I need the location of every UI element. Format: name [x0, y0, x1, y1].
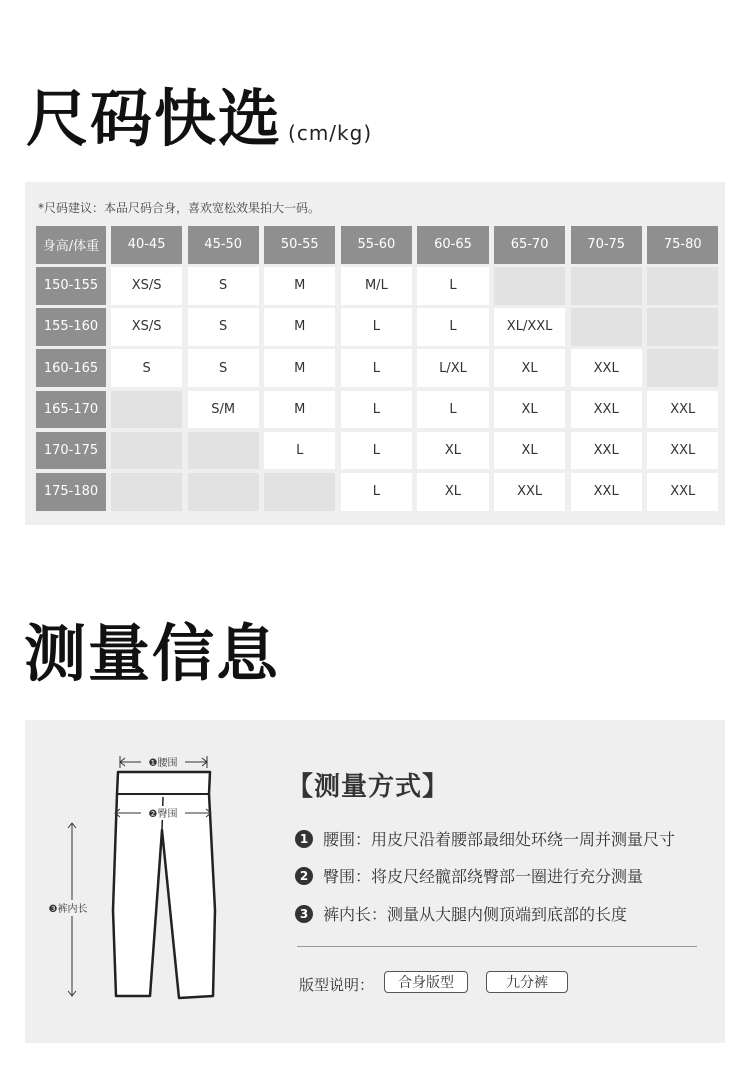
measure-item-text: 臀围：将皮尺经髋部绕臀部一圈进行充分测量 [323, 867, 644, 886]
size-cell: L [341, 391, 412, 429]
size-cell: L [341, 349, 412, 387]
number-1-badge: 1 [295, 830, 313, 848]
size-cell: XL [494, 432, 565, 470]
empty-cell [571, 267, 642, 305]
weight-header: 70-75 [571, 226, 642, 264]
height-header: 165-170 [36, 391, 106, 429]
size-cell: XS/S [111, 308, 182, 346]
size-cell: S [188, 308, 259, 346]
size-cell: L [417, 391, 488, 429]
size-cell: XL/XXL [494, 308, 565, 346]
measure-item-text: 裤内长：测量从大腿内侧顶端到底部的长度 [323, 905, 628, 924]
number-3-badge: 3 [295, 905, 313, 923]
height-header: 150-155 [36, 267, 106, 305]
size-cell: XXL [571, 349, 642, 387]
size-table-panel [25, 182, 725, 525]
size-cell: XL [417, 432, 488, 470]
empty-cell [647, 349, 718, 387]
hip-label: ❷臀围 [148, 809, 178, 820]
measure-method-title: 【测量方式】 [287, 772, 450, 802]
size-cell: M/L [341, 267, 412, 305]
divider [297, 946, 697, 947]
waist-label: ❶腰围 [148, 758, 178, 769]
empty-cell [571, 308, 642, 346]
pants-diagram [25, 720, 275, 1043]
height-header: 160-165 [36, 349, 106, 387]
size-cell: S [188, 267, 259, 305]
size-cell: XXL [647, 432, 718, 470]
weight-header: 40-45 [111, 226, 182, 264]
size-cell: XXL [647, 391, 718, 429]
weight-header: 75-80 [647, 226, 718, 264]
size-title-text: 尺码快选 [26, 82, 283, 155]
inseam-label: ❸裤内长 [48, 904, 88, 915]
size-cell: M [264, 349, 335, 387]
size-cell: XXL [647, 473, 718, 511]
fit-tag-regular: 合身版型 [384, 971, 468, 993]
size-cell: XL [494, 391, 565, 429]
unit-label: (cm/kg) [288, 121, 373, 145]
size-section-title [26, 82, 373, 155]
empty-cell [188, 432, 259, 470]
size-note: *尺码建议：本品尺码合身，喜欢宽松效果拍大一码。 [38, 201, 321, 215]
empty-cell [264, 473, 335, 511]
empty-cell [188, 473, 259, 511]
pants-outline [113, 772, 215, 998]
size-cell: L [417, 308, 488, 346]
size-cell: L [341, 308, 412, 346]
number-2-badge: 2 [295, 867, 313, 885]
size-cell: XXL [571, 473, 642, 511]
fit-label: 版型说明： [299, 976, 375, 994]
size-cell: M [264, 267, 335, 305]
empty-cell [111, 473, 182, 511]
size-cell: S [111, 349, 182, 387]
size-cell: XXL [571, 391, 642, 429]
size-cell: XL [494, 349, 565, 387]
fit-tag-cropped: 九分裤 [486, 971, 568, 993]
size-cell: L [341, 473, 412, 511]
size-cell: L [264, 432, 335, 470]
measurement-panel [25, 720, 725, 1043]
size-cell: XS/S [111, 267, 182, 305]
height-header: 155-160 [36, 308, 106, 346]
weight-header: 50-55 [264, 226, 335, 264]
measure-item-inseam [295, 902, 627, 925]
size-cell: XL [417, 473, 488, 511]
size-cell: L [341, 432, 412, 470]
measure-item-waist [295, 827, 675, 850]
weight-header: 45-50 [188, 226, 259, 264]
size-cell: XXL [494, 473, 565, 511]
weight-header: 55-60 [341, 226, 412, 264]
empty-cell [111, 391, 182, 429]
size-cell: L/XL [417, 349, 488, 387]
height-header: 175-180 [36, 473, 106, 511]
size-cell: M [264, 391, 335, 429]
height-header: 170-175 [36, 432, 106, 470]
empty-cell [647, 267, 718, 305]
size-cell: S [188, 349, 259, 387]
weight-header: 60-65 [417, 226, 488, 264]
size-cell: M [264, 308, 335, 346]
weight-header: 65-70 [494, 226, 565, 264]
corner-header: 身高/体重 [36, 226, 106, 264]
empty-cell [494, 267, 565, 305]
size-cell: S/M [188, 391, 259, 429]
empty-cell [111, 432, 182, 470]
measure-section-title: 测量信息 [24, 617, 281, 690]
measure-item-text: 腰围：用皮尺沿着腰部最细处环绕一周并测量尺寸 [323, 830, 676, 849]
size-cell: L [417, 267, 488, 305]
size-cell: XXL [571, 432, 642, 470]
empty-cell [647, 308, 718, 346]
measure-item-hip [295, 864, 643, 887]
